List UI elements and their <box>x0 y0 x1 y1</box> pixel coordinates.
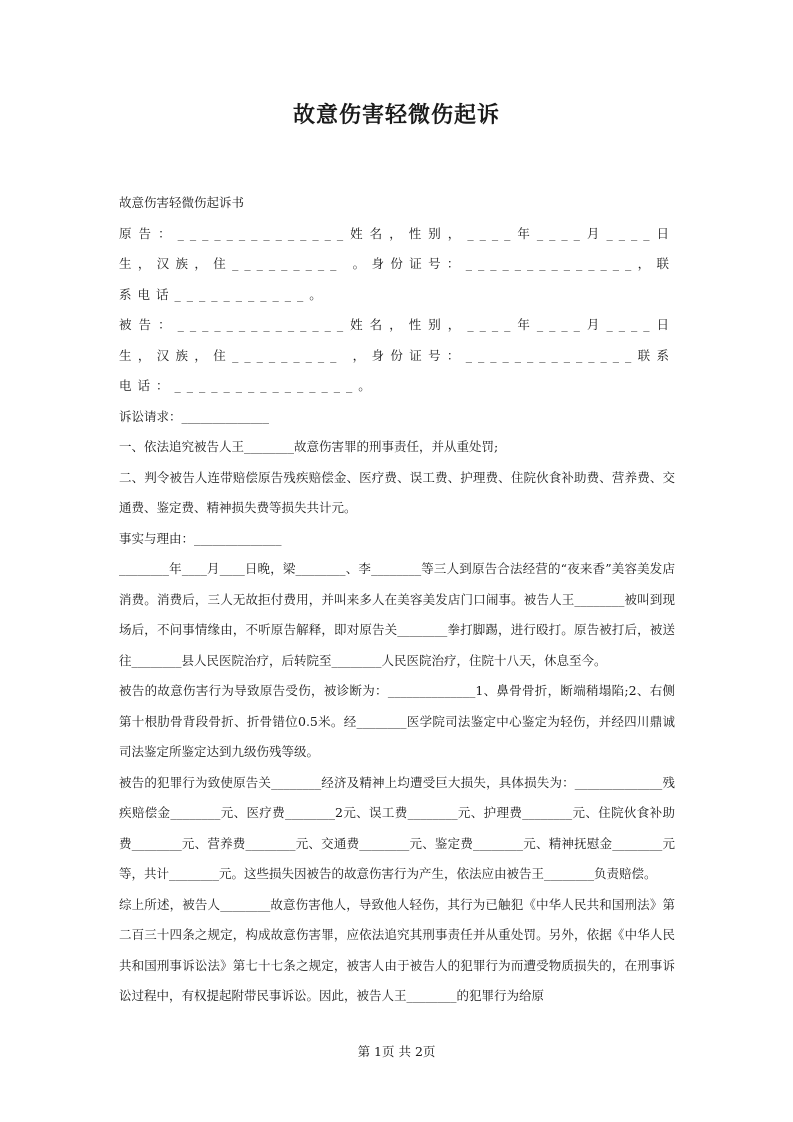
facts-paragraph: ________年____月____日晚，梁________、李________等三人到原告合法经营的“夜来香”美容美发店消费。消费后，三人无故拒付费用，并叫来多人在美容美发店门口闹事。被告人王________被叫到现场后，不问事情缘由，不听原告解释，即对原告关________拳打脚踢，进行殴打。原告被打后，被送往________县人民医院治疗，后转院至________人民医院治疗，住院十八天，休息至今。 <box>119 561 675 668</box>
claims-heading: 诉讼请求：______________ <box>119 408 270 424</box>
injury-paragraph: 被告的故意伤害行为导致原告受伤，被诊断为：______________1、鼻骨骨折，断端稍塌陷;2、右侧第十根肋骨背段骨折、折骨错位0.5米。经________医学院司法鉴定中心鉴定为轻伤，并经四川鼎诚司法鉴定所鉴定达到九级伤残等级。 <box>119 683 675 759</box>
claim-item-1: 一、依法追究被告人王________故意伤害罪的刑事责任，并从重处罚; <box>119 439 499 454</box>
losses-paragraph: 被告的犯罪行为致使原告关________经济及精神上均遭受巨大损失，具体损失为：______________残疾赔偿金________元、医疗费________2元、误工费________元、护理费________元、住院伙食补助费________元、营养费________元、交通费________元、鉴定费________元、精神抚慰金________元等，共计________元。这些损失因被告的故意伤害行为产生，依法应由被告王________负责赔偿。 <box>119 774 675 881</box>
defendant-paragraph: 被告：______________姓名，性别，____年____月____日生，汉族，住_________ ，身份证号：______________联系电话：_______________。 <box>119 317 675 393</box>
facts-heading: 事实与理由：______________ <box>119 530 282 546</box>
document-title: 故意伤害轻微伤起诉 <box>292 102 500 128</box>
document-subtitle: 故意伤害轻微伤起诉书 <box>119 195 245 210</box>
document-body <box>119 188 675 1012</box>
page-footer: 第 1页 共 2页 <box>357 1044 436 1059</box>
claim-item-2: 二、判令被告人连带赔偿原告残疾赔偿金、医疗费、误工费、护理费、住院伙食补助费、营养费、交通费、鉴定费、精神损失费等损失共计元。 <box>119 469 675 515</box>
conclusion-paragraph: 综上所述，被告人________故意伤害他人，导致他人轻伤，其行为已触犯《中华人民共和国刑法》第二百三十四条之规定，构成故意伤害罪，应依法追究其刑事责任并从重处罚。另外，依据《中华人民共和国刑事诉讼法》第七十七条之规定，被害人由于被告人的犯罪行为而遭受物质损失的，在刑事诉讼过程中，有权提起附带民事诉讼。因此，被告人王________的犯罪行为给原 <box>119 896 675 1003</box>
plaintiff-paragraph: 原告：______________姓名，性别，____年____月____日生，汉族，住_________ 。身份证号：______________，联系电话___________。 <box>119 225 675 302</box>
